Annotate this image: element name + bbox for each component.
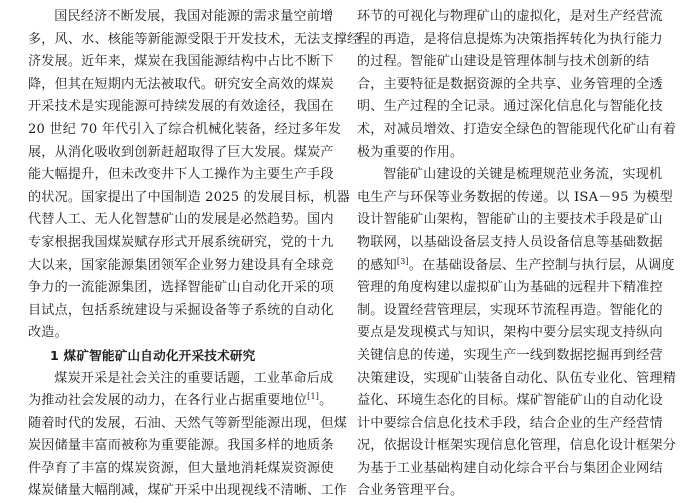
- line-text: 1 煤矿智能矿山自动化开采技术研究: [50, 347, 256, 363]
- text-line: [357, 277, 667, 300]
- text-line: [357, 480, 667, 503]
- text-line: [28, 322, 332, 345]
- text-line: [357, 435, 677, 458]
- text-line: [28, 232, 332, 255]
- text-line: [357, 164, 667, 187]
- text-line: [357, 96, 667, 119]
- line-text: 智能矿山建设的关键是梳理规范业务流，实现机: [383, 167, 663, 183]
- text-line: [357, 142, 667, 165]
- line-text: 大以来，国家能源集团领军企业努力建设具有全球竞: [28, 257, 334, 273]
- text-line: [28, 209, 332, 232]
- line-text: 极为重要的作用。: [357, 144, 464, 160]
- line-text: 的过程。智能矿山建设是管理体制与技术创新的结: [357, 54, 650, 70]
- line-text: 管理的角度构建以虚拟矿山为基础的远程井下精准控: [357, 280, 663, 296]
- line-text: 为基于工业基础构建自动化综合平台与集团企业网结: [357, 460, 663, 476]
- text-line: [357, 390, 667, 413]
- line-text: 物联网，以基础设备层支持人员设备信息等基础数据: [357, 234, 663, 250]
- line-text: 随着时代的发展，石油、天然气等新型能源出现，但煤: [28, 415, 348, 431]
- line-text: 争力的一流能源集团，选择智能矿山自动化开采的项: [28, 280, 334, 296]
- text-line: [28, 6, 332, 29]
- line-text: 术，对减员增效、打造安全绿色的智能现代化矿山有着: [357, 121, 677, 137]
- text-line: [28, 119, 342, 142]
- line-text: 代替人工、无人化智慧矿山的发展是必然趋势。国内: [28, 212, 334, 228]
- line-text: 益化、环境生态化的目标。煤矿智能矿山的自动化设: [357, 393, 663, 409]
- line-text: 专家根据我国煤炭赋存形式开展系统研究，党的十九: [28, 234, 334, 250]
- text-line: [28, 300, 332, 323]
- text-line: [357, 300, 667, 323]
- line-text: 目试点，包括系统建设与采掘设备等子系统的自动化: [28, 302, 334, 318]
- left-column: [28, 6, 361, 503]
- line-text: 电生产与环保等业务数据的传递。以 ISA－95 为模型: [357, 189, 673, 205]
- line-text: 明、生产过程的全记录。通过深化信息化与智能化技: [357, 99, 663, 115]
- line-text: 的感知: [357, 257, 397, 273]
- line-text: 计中要综合信息化技术手段，结合企业的生产经营情: [357, 415, 663, 431]
- right-column: [357, 6, 677, 503]
- text-line: [357, 51, 667, 74]
- line-text: 煤炭开采是社会关注的重要话题，工业革命后成: [54, 370, 334, 386]
- line-text: 能大幅提升，但未改变井下人工操作为主要生产手段: [28, 167, 334, 183]
- line-text-continued: 。在基础设备层、生产控制与执行层，从调度: [408, 257, 675, 273]
- line-text: 设计智能矿山架构，智能矿山的主要技术手段是矿山: [357, 212, 663, 228]
- text-line: [357, 119, 677, 142]
- text-line: [357, 6, 667, 29]
- line-text: 合业务管理平台。: [357, 483, 464, 499]
- text-line: [28, 480, 348, 503]
- text-line: [357, 232, 667, 255]
- text-line: [28, 74, 332, 97]
- line-text: 合，主要特征是数据资源的全共享、业务管理的全透: [357, 76, 663, 92]
- line-text: 国民经济不断发展，我国对能源的需求量空前增: [54, 9, 334, 24]
- line-text: 济发展。近年来，煤炭在我国能源结构中占比不断下: [28, 54, 334, 70]
- line-text: 降，但其在短期内无法被取代。研究安全高效的煤炭: [28, 76, 334, 92]
- text-line: [357, 322, 667, 345]
- line-text: 关键信息的传递，实现生产一线到数据挖掘再到经营: [357, 347, 663, 363]
- line-text: 炭因储量丰富而被称为重要能源。我国多样的地质条: [28, 438, 334, 454]
- text-line: [357, 187, 673, 210]
- text-line: [28, 277, 332, 300]
- line-text: 环节的可视化与物理矿山的虚拟化，是对生产经营流: [357, 9, 663, 24]
- line-text: 20 世纪 70 年代引入了综合机械化装备，经过多年发: [28, 121, 342, 137]
- line-text-continued: 。: [319, 393, 333, 409]
- text-line: [28, 51, 332, 74]
- text-line: [357, 345, 667, 368]
- citation-marker: [3]: [396, 256, 409, 266]
- line-text: 展，从消化吸收到创新赶超取得了巨大发展。煤炭产: [28, 144, 334, 160]
- text-line: [28, 368, 332, 391]
- line-text: 程的再造，是将信息提炼为决策指挥转化为执行能力: [357, 31, 663, 47]
- text-line: [28, 435, 332, 458]
- line-text: 开采技术是实现能源可持续发展的有效途径，我国在: [28, 99, 334, 115]
- line-text: 多，风、水、核能等新能源受限于开发技术，无法支撑经: [28, 31, 361, 47]
- line-text: 的状况。国家提出了中国制造 2025 的发展目标，机器: [28, 189, 351, 205]
- line-text: 制。设置经营管理层，实现环节流程再造。智能化的: [357, 302, 663, 318]
- text-line: [357, 29, 667, 52]
- section-heading: [28, 345, 332, 368]
- line-text: 改造。: [28, 325, 68, 341]
- line-text: 决策建设，实现矿山装备自动化、队伍专业化、管理精: [357, 370, 677, 386]
- text-line: [28, 187, 351, 210]
- text-line: [28, 255, 332, 278]
- line-text: 要点是发现模式与知识，架构中要分层实现支持纵向: [357, 325, 663, 341]
- text-line: [357, 413, 667, 436]
- text-line: [28, 142, 332, 165]
- line-text: 件孕育了丰富的煤炭资源，但大量地消耗煤炭资源使: [28, 460, 334, 476]
- text-line: [28, 390, 332, 413]
- text-line: [28, 413, 348, 436]
- text-line: [28, 458, 332, 481]
- text-line: [357, 74, 667, 97]
- text-line: [28, 29, 361, 52]
- line-text: 况，依据设计框架实现信息化管理，信息化设计框架分: [357, 438, 677, 454]
- text-line: [357, 209, 667, 232]
- line-text: 煤炭储量大幅削减，煤矿开采中出现视线不清晰、工作: [28, 483, 348, 499]
- text-line: [357, 255, 675, 278]
- text-line: [357, 368, 677, 391]
- line-text: 为推动社会发展的动力，在各行业占据重要地位: [28, 393, 308, 409]
- citation-marker: [1]: [307, 392, 320, 402]
- text-line: [28, 164, 332, 187]
- text-line: [28, 96, 332, 119]
- text-line: [357, 458, 667, 481]
